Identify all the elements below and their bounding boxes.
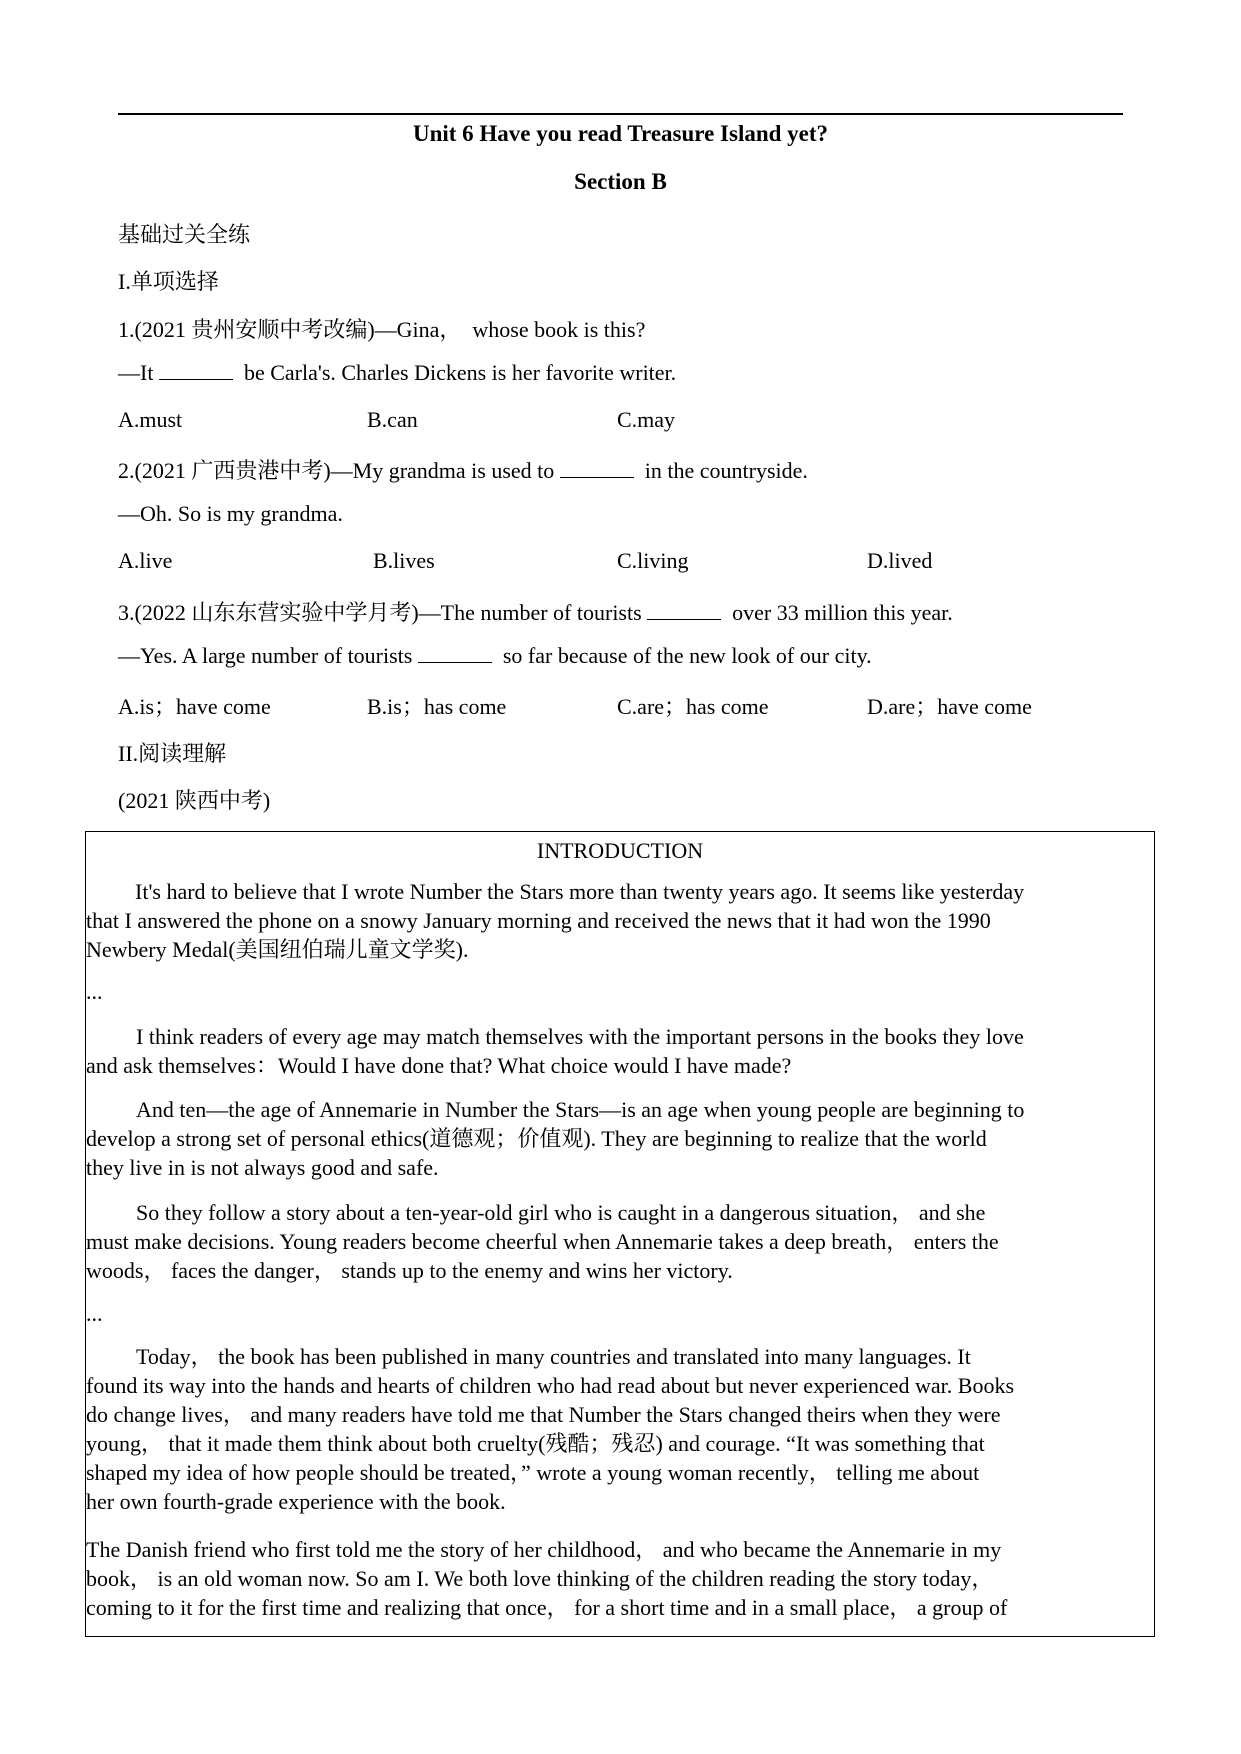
- passage-box: [85, 831, 1155, 1637]
- passage-paragraph-1: [86, 877, 1152, 964]
- q2-option-b: B.lives: [373, 548, 435, 573]
- q3-option-a: A.is；have come: [118, 694, 271, 719]
- q1-option-a: A.must: [118, 407, 183, 432]
- p1-line-3: Newbery Medal(美国纽伯瑞儿童文学奖).: [86, 937, 469, 962]
- q2-before: 2.(2021 广西贵港中考)—My grandma is used to: [118, 458, 560, 483]
- p2-line-1: I think readers of every age may match themselves with the important persons in the books they love: [136, 1024, 1024, 1049]
- passage-paragraph-2: [86, 1022, 1152, 1080]
- passage-paragraph-3: [86, 1095, 1152, 1182]
- answer-blank: [560, 459, 634, 478]
- question-3-line2: [118, 643, 872, 669]
- p1-line-1: It's hard to believe that I wrote Number the Stars more than twenty years ago. It seems like yesterday: [135, 879, 1025, 904]
- p4-line-1: So they follow a story about a ten-year-old girl who is caught in a dangerous situation， and she: [136, 1200, 986, 1225]
- exercise-heading: 基础过关全练: [118, 222, 251, 247]
- q1-option-b: B.can: [367, 407, 418, 432]
- q3-option-b: B.is；has come: [367, 694, 507, 719]
- p4-line-2: must make decisions. Young readers become cheerful when Annemarie takes a deep breath， enters the: [86, 1229, 999, 1254]
- p5-line-5: shaped my idea of how people should be treated，” wrote a young woman recently， telling me about: [86, 1460, 980, 1485]
- q3-option-d: D.are；have come: [867, 694, 1032, 719]
- p6-line-2: book， is an old woman now. So am I. We both love thinking of the children reading the story today，: [86, 1566, 994, 1591]
- p1-line-2: that I answered the phone on a snowy January morning and received the news that it had won the 1990: [86, 908, 991, 933]
- q1-option-c: C.may: [617, 407, 676, 432]
- q3-after: over 33 million this year.: [721, 600, 953, 625]
- q1-line2-after: be Carla's. Charles Dickens is her favorite writer.: [232, 360, 677, 385]
- passage-paragraph-4: [86, 1198, 1152, 1285]
- p3-line-1: And ten—the age of Annemarie in Number the Stars—is an age when young people are beginning to: [136, 1097, 1025, 1122]
- q3-before: 3.(2022 山东东营实验中学月考)—The number of tourists: [118, 600, 648, 625]
- section-title: Section B: [574, 169, 667, 194]
- header-rule: [118, 113, 1123, 115]
- p3-line-2: develop a strong set of personal ethics(道德观；价值观). They are beginning to realize that the world: [86, 1126, 987, 1151]
- q1-line2-before: —It: [118, 360, 159, 385]
- passage-title: INTRODUCTION: [536, 838, 704, 863]
- unit-title: Unit 6 Have you read Treasure Island yet?: [412, 121, 829, 146]
- answer-blank: [647, 601, 721, 620]
- passage-ellipsis-2: ...: [86, 1301, 103, 1326]
- question-1: 1.(2021 贵州安顺中考改编)—Gina， whose book is this?: [118, 317, 646, 342]
- p5-line-6: her own fourth-grade experience with the book.: [86, 1489, 506, 1514]
- part1-heading: I.单项选择: [118, 269, 219, 294]
- q3-option-c: C.are；has come: [617, 694, 769, 719]
- passage-paragraph-6: [86, 1535, 1152, 1622]
- passage-source: (2021 陕西中考): [118, 788, 271, 813]
- q2-option-c: C.living: [617, 548, 689, 573]
- question-1-line2: [118, 360, 676, 386]
- question-2: [118, 454, 808, 485]
- q2-option-d: D.lived: [867, 548, 933, 573]
- q2-option-a: A.live: [118, 548, 173, 573]
- p5-line-4: young， that it made them think about both cruelty(残酷；残忍) and courage. “It was something that: [86, 1431, 985, 1456]
- q3-line2-before: —Yes. A large number of tourists: [118, 643, 418, 668]
- p5-line-1: Today， the book has been published in many countries and translated into many languages. It: [136, 1344, 971, 1369]
- answer-blank: [418, 644, 492, 663]
- p6-line-3: coming to it for the first time and realizing that once， for a short time and in a small place， a group of: [86, 1595, 1008, 1620]
- answer-blank: [159, 361, 233, 380]
- passage-paragraph-5: [86, 1342, 1152, 1516]
- p5-line-2: found its way into the hands and hearts of children who had read about but never experienced war. Books: [86, 1373, 1015, 1398]
- p4-line-3: woods， faces the danger， stands up to the enemy and wins her victory.: [86, 1258, 733, 1283]
- part2-heading: II.阅读理解: [118, 741, 227, 766]
- p6-line-1: The Danish friend who first told me the story of her childhood， and who became the Annemarie in my: [86, 1537, 1002, 1562]
- q3-line2-after: so far because of the new look of our city.: [491, 643, 872, 668]
- p5-line-3: do change lives， and many readers have told me that Number the Stars changed theirs when they were: [86, 1402, 1001, 1427]
- passage-ellipsis-1: ...: [86, 979, 103, 1004]
- q2-after: in the countryside.: [633, 458, 808, 483]
- p3-line-3: they live in is not always good and safe.: [86, 1155, 439, 1180]
- question-3: [118, 596, 953, 627]
- p2-line-2: and ask themselves：Would I have done that? What choice would I have made?: [86, 1053, 792, 1078]
- question-2-line2: —Oh. So is my grandma.: [118, 501, 343, 526]
